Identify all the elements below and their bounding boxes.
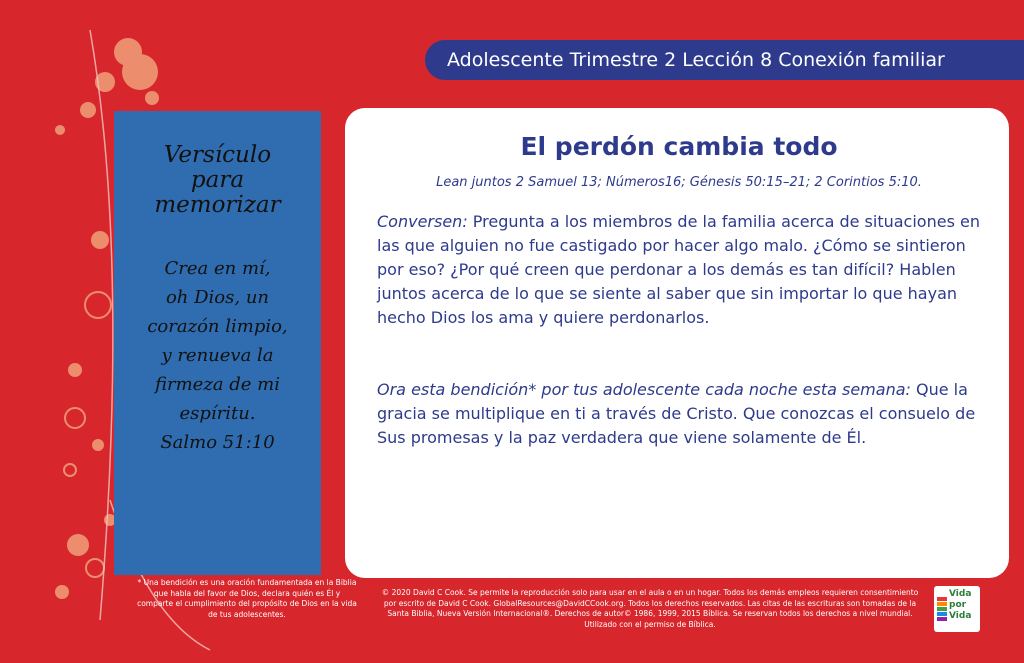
header-title: Adolescente Trimestre 2 Lección 8 Conexión familiar bbox=[447, 49, 945, 71]
card-subtitle: Lean juntos 2 Samuel 13; Números16; Génesis 50:15–21; 2 Corintios 5:10. bbox=[436, 175, 922, 190]
logo-color-bars bbox=[937, 597, 947, 625]
logo-bar bbox=[937, 612, 947, 616]
conversation-lead: Conversen: bbox=[377, 212, 468, 231]
footnote: * Una bendición es una oración fundamentada en la Biblia que habla del favor de Dios, declara quién es Él y comparte el cumplimiento del propósito de Dios en la vida de tus adolescentes. bbox=[137, 578, 357, 619]
logo-bar bbox=[937, 617, 947, 621]
header-banner bbox=[425, 40, 1024, 80]
conversation-paragraph bbox=[377, 210, 981, 330]
blessing-lead: Ora esta bendición* por tus adolescente cada noche esta semana: bbox=[377, 380, 911, 399]
conversation-body: Pregunta a los miembros de la familia acerca de situaciones en las que alguien no fue castigado por hacer algo malo. ¿Cómo se sintieron por eso? ¿Por qué creen que perdonar a los demás es tan difícil? Hablen juntos acerca de lo que se siente al saber que sin importar lo que hayan hecho Dios los ama y quiere perdonarlos. bbox=[377, 212, 980, 327]
logo-bar bbox=[937, 602, 947, 606]
vida-por-vida-logo bbox=[934, 586, 980, 632]
blessing-body: Que la gracia se multiplique en ti a través de Cristo. Que conozcas el consuelo de Sus promesas y la paz verdadera que viene solamente de Él. bbox=[377, 380, 976, 447]
verse-heading: Versículo para memorizar bbox=[154, 142, 281, 218]
logo-bar bbox=[937, 607, 947, 611]
card-title: El perdón cambia todo bbox=[520, 132, 838, 161]
logo-text: Vida por Vida bbox=[949, 589, 972, 621]
memory-verse-panel bbox=[114, 111, 321, 575]
copyright-notice: © 2020 David C Cook. Se permite la reproducción solo para usar en el aula o en un hogar. Todos los demás empleos requieren consentimiento por escrito de David C Cook. GlobalResources@DavidCCook.org. Todos los derechos reservados. Las citas de las escrituras son tomadas de la Santa Biblia, Nueva Versión Internacional®. Derechos de autor© 1986, 1999, 2015 Bíblica. Se reservan todos los derechos a nivel mundial. Utilizado con el permiso de Bíblica. bbox=[381, 588, 919, 629]
verse-text: Crea en mí, oh Dios, un corazón limpio, y renueva la firmeza de mi espíritu. Salmo 51:10 bbox=[147, 258, 288, 453]
main-card bbox=[345, 108, 1009, 578]
logo-bar bbox=[937, 597, 947, 601]
blessing-paragraph bbox=[377, 378, 981, 450]
